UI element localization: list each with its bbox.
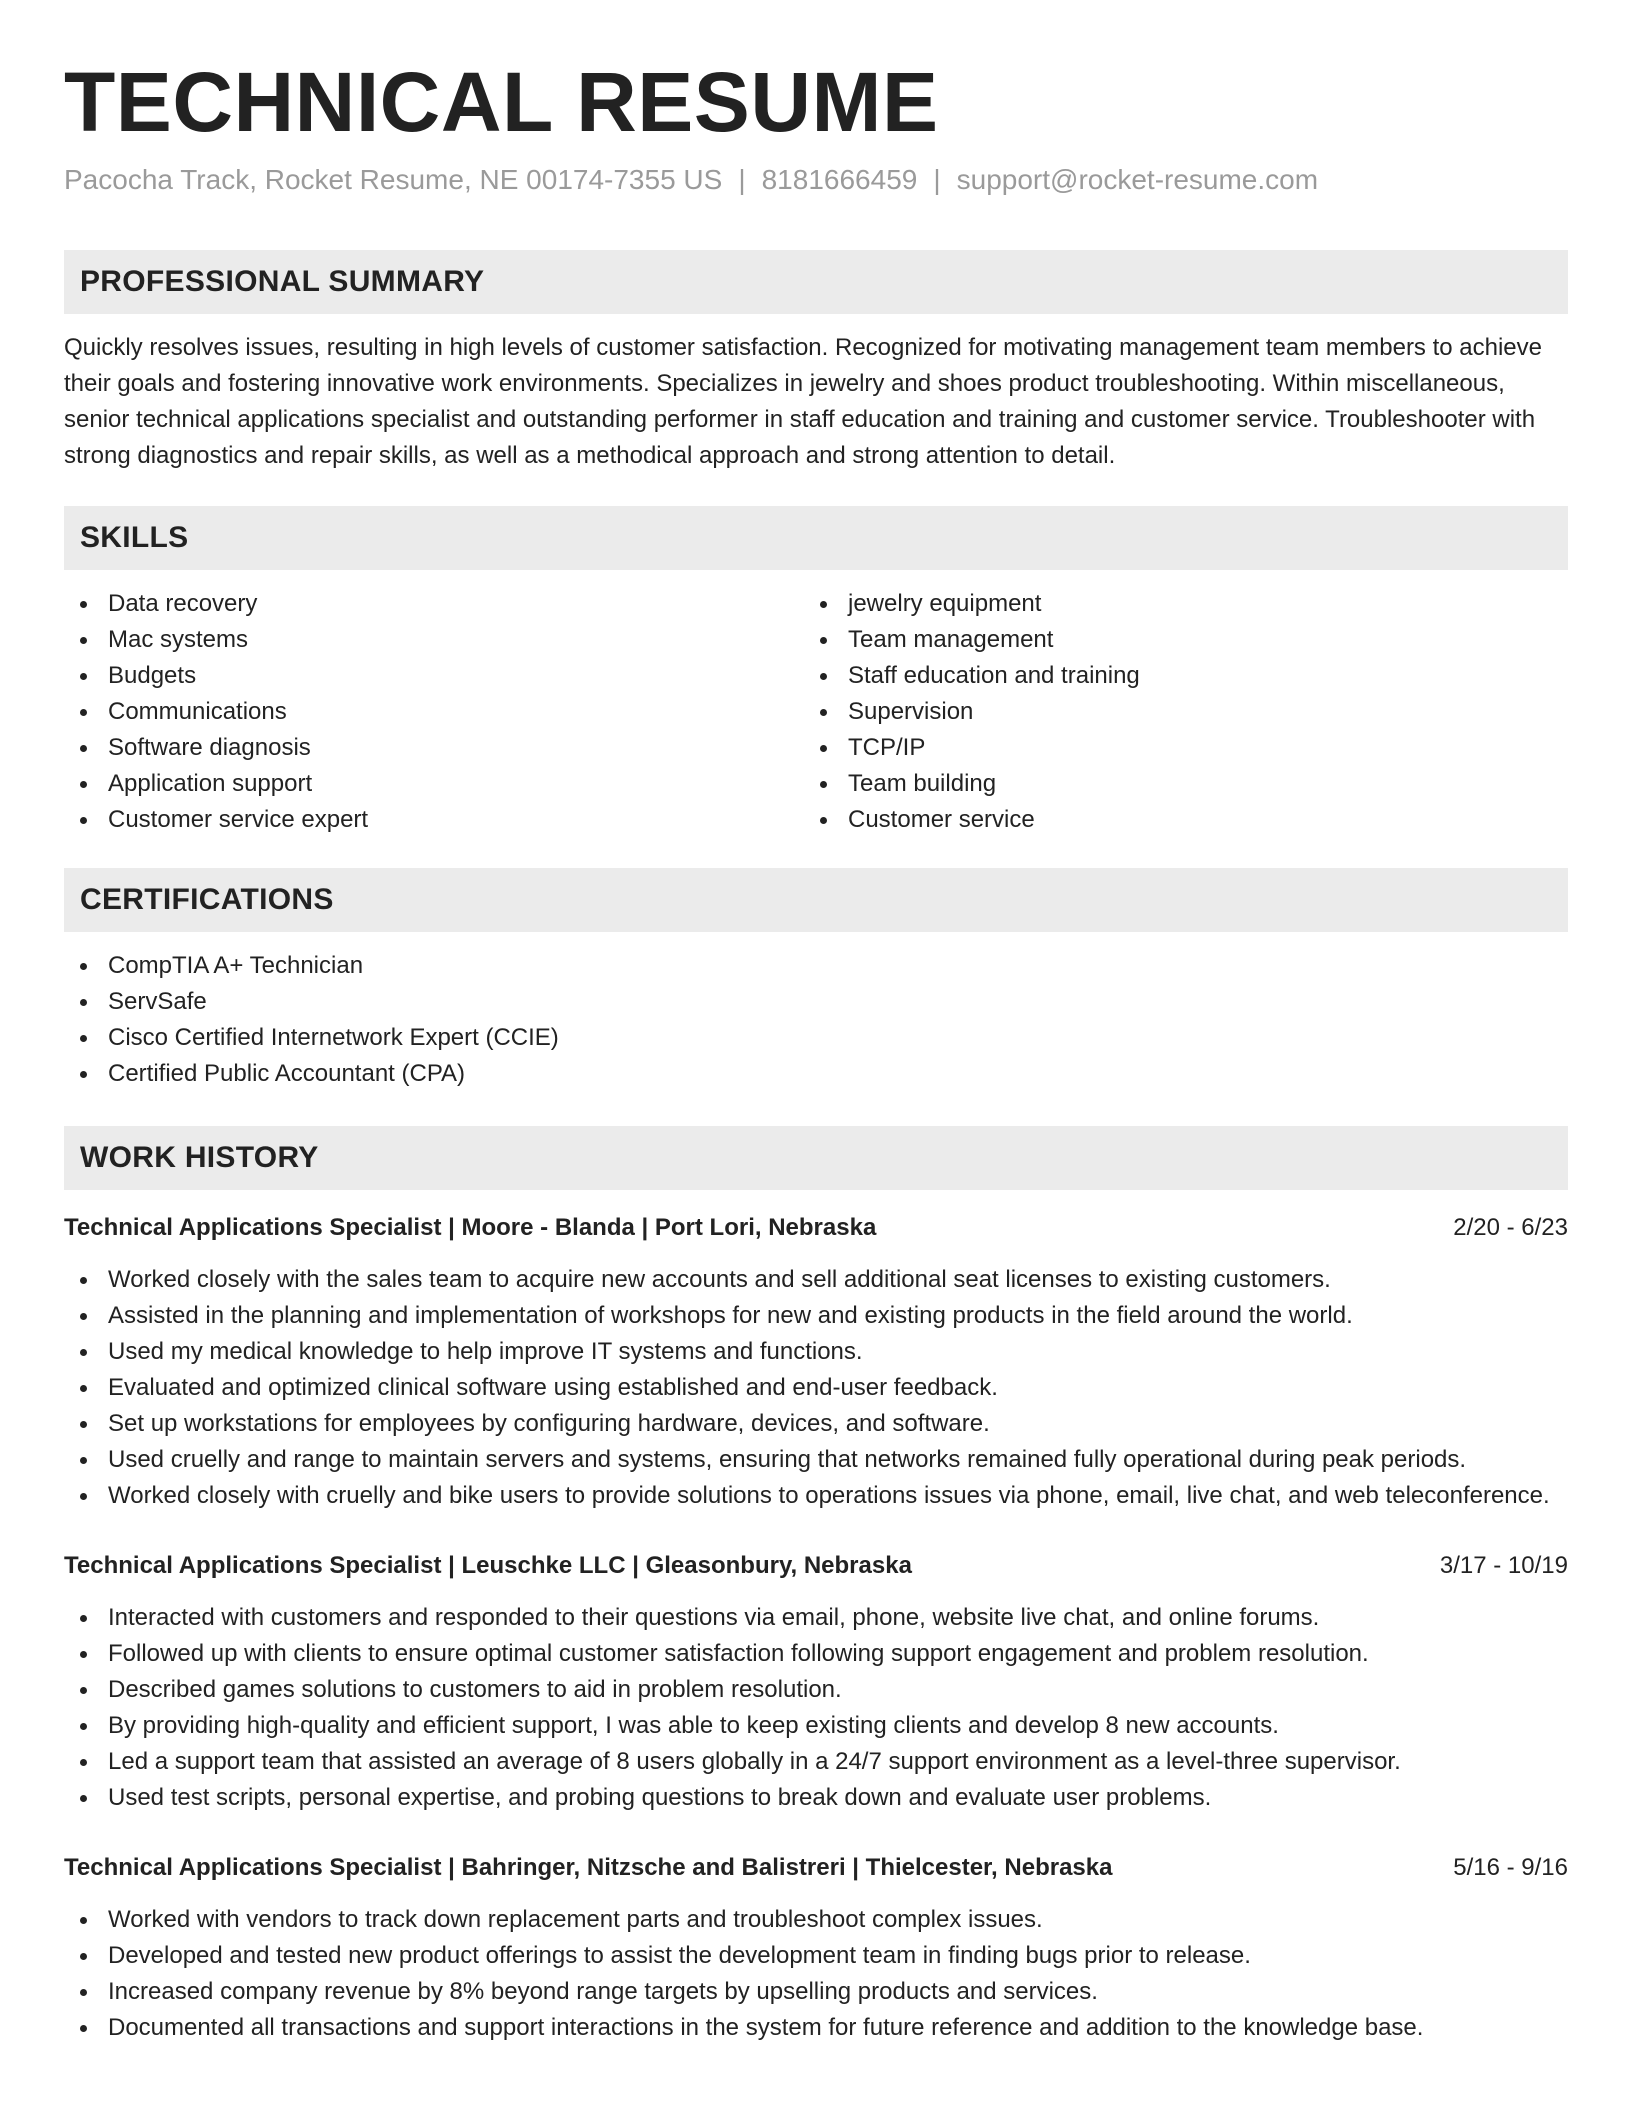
job-entry: [64, 1548, 1568, 1816]
job-title: Technical Applications Specialist | Moore - Blanda | Port Lori, Nebraska: [64, 1214, 877, 1241]
job-entry: [64, 1210, 1568, 1514]
job-bullet: Worked closely with cruelly and bike users to provide solutions to operations issues via phone, email, live chat, and web teleconference.: [64, 1478, 1568, 1514]
job-bullet: Followed up with clients to ensure optimal customer satisfaction following support engagement and problem resolution.: [64, 1636, 1568, 1672]
skill-item: Customer service expert: [64, 802, 804, 838]
section-header-summary: PROFESSIONAL SUMMARY: [64, 250, 1568, 314]
skill-item: Staff education and training: [804, 658, 1544, 694]
job-entry: [64, 1850, 1568, 2046]
resume-title: TECHNICAL RESUME: [64, 55, 939, 149]
job-title-row: [64, 1548, 1568, 1584]
skill-item: Software diagnosis: [64, 730, 804, 766]
job-bullet: Assisted in the planning and implementation of workshops for new and existing products in the field around the world.: [64, 1298, 1568, 1334]
separator: |: [933, 164, 941, 195]
job-title: Technical Applications Specialist | Bahringer, Nitzsche and Balistreri | Thielcester, Nebraska: [64, 1854, 1113, 1881]
skill-item: Application support: [64, 766, 804, 802]
job-title-row: [64, 1210, 1568, 1246]
skills-list-right: [804, 586, 1544, 838]
section-header-work-history: WORK HISTORY: [64, 1126, 1568, 1190]
skill-item: jewelry equipment: [804, 586, 1544, 622]
job-bullets: [64, 1902, 1568, 2046]
section-header-certifications: CERTIFICATIONS: [64, 868, 1568, 932]
job-bullet: Evaluated and optimized clinical software using established and end-user feedback.: [64, 1370, 1568, 1406]
skill-item: Data recovery: [64, 586, 804, 622]
job-bullet: Used my medical knowledge to help improve IT systems and functions.: [64, 1334, 1568, 1370]
email: support@rocket-resume.com: [956, 164, 1319, 195]
job-bullet: Worked closely with the sales team to acquire new accounts and sell additional seat licenses to existing customers.: [64, 1262, 1568, 1298]
job-bullet: By providing high-quality and efficient support, I was able to keep existing clients and develop 8 new accounts.: [64, 1708, 1568, 1744]
skill-item: Budgets: [64, 658, 804, 694]
job-bullets: [64, 1262, 1568, 1514]
skill-item: Customer service: [804, 802, 1544, 838]
job-bullet: Interacted with customers and responded to their questions via email, phone, website live chat, and online forums.: [64, 1600, 1568, 1636]
job-dates: 5/16 - 9/16: [1453, 1854, 1568, 1881]
job-bullet: Described games solutions to customers to aid in problem resolution.: [64, 1672, 1568, 1708]
certifications-list: [64, 948, 1568, 1092]
certification-item: CompTIA A+ Technician: [64, 948, 1568, 984]
job-bullet: Worked with vendors to track down replacement parts and troubleshoot complex issues.: [64, 1902, 1568, 1938]
section-header-skills: SKILLS: [64, 506, 1568, 570]
certification-item: Certified Public Accountant (CPA): [64, 1056, 1568, 1092]
certification-item: Cisco Certified Internetwork Expert (CCIE): [64, 1020, 1568, 1056]
job-title: Technical Applications Specialist | Leuschke LLC | Gleasonbury, Nebraska: [64, 1552, 912, 1579]
summary-text: Quickly resolves issues, resulting in high levels of customer satisfaction. Recognized for motivating management team members to achieve their goals and fostering innovative work environments. Specializes in jewelry and shoes product troubleshooting. Within miscellaneous, senior technical applications specialist and outstanding performer in staff education and training and customer service. Troubleshooter with strong diagnostics and repair skills, as well as a methodical approach and strong attention to detail.: [64, 334, 1543, 469]
contact-line: [64, 162, 1568, 198]
job-bullet: Set up workstations for employees by configuring hardware, devices, and software.: [64, 1406, 1568, 1442]
job-bullet: Used test scripts, personal expertise, and probing questions to break down and evaluate user problems.: [64, 1780, 1568, 1816]
skill-item: TCP/IP: [804, 730, 1544, 766]
job-bullet: Documented all transactions and support interactions in the system for future reference and addition to the knowledge base.: [64, 2010, 1568, 2046]
job-bullet: Led a support team that assisted an average of 8 users globally in a 24/7 support environment as a level-three supervisor.: [64, 1744, 1568, 1780]
skill-item: Supervision: [804, 694, 1544, 730]
skills-columns: [64, 586, 1568, 838]
skill-item: Mac systems: [64, 622, 804, 658]
skill-item: Communications: [64, 694, 804, 730]
job-bullets: [64, 1600, 1568, 1816]
job-bullet: Developed and tested new product offerings to assist the development team in finding bugs prior to release.: [64, 1938, 1568, 1974]
skill-item: Team building: [804, 766, 1544, 802]
skills-list-left: [64, 586, 804, 838]
job-bullet: Used cruelly and range to maintain servers and systems, ensuring that networks remained fully operational during peak periods.: [64, 1442, 1568, 1478]
job-bullet: Increased company revenue by 8% beyond range targets by upselling products and services.: [64, 1974, 1568, 2010]
job-dates: 2/20 - 6/23: [1453, 1214, 1568, 1241]
certification-item: ServSafe: [64, 984, 1568, 1020]
phone: 8181666459: [761, 164, 918, 195]
skill-item: Team management: [804, 622, 1544, 658]
address: Pacocha Track, Rocket Resume, NE 00174-7355 US: [64, 164, 723, 195]
separator: |: [738, 164, 746, 195]
job-title-row: [64, 1850, 1568, 1886]
job-dates: 3/17 - 10/19: [1439, 1552, 1568, 1579]
